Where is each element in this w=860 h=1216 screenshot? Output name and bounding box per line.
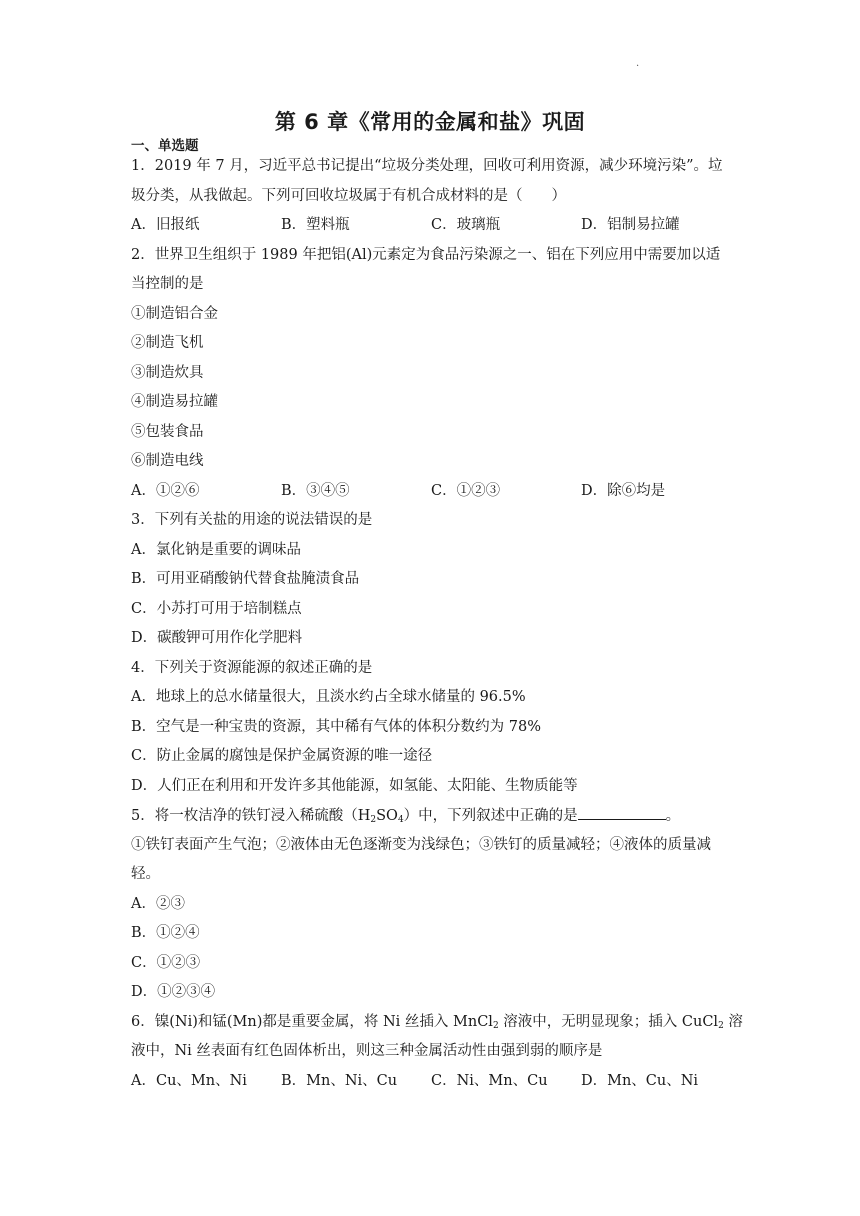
q2-item: ②制造飞机 [131, 335, 204, 351]
q5-answer-blank [578, 801, 666, 820]
q1-options [131, 211, 731, 241]
question-list [131, 152, 743, 1096]
q2-option-c: C．①②③ [431, 482, 501, 499]
q3-option-c: C．小苏打可用于培制糕点 [131, 600, 302, 617]
page-title: 第 6 章《常用的金属和盐》巩固 [274, 110, 586, 134]
q6-stem-b: 溶液中，无明显现象；插入 CuCl [498, 1013, 719, 1030]
q5-subscript-2: 2 [370, 815, 377, 825]
q1-option-b: B．塑料瓶 [281, 217, 350, 233]
q5-desc-line2: 轻。 [131, 866, 160, 882]
q3-option-d: D．碳酸钾可用作化学肥料 [131, 630, 303, 646]
q3-option-a: A．氯化钠是重要的调味品 [131, 541, 301, 558]
q2-item: ④制造易拉罐 [131, 394, 218, 410]
q1-option-d: D．铝制易拉罐 [581, 217, 680, 233]
q2-item: ①制造铝合金 [131, 305, 218, 322]
q5-desc-line1: ①铁钉表面产生气泡；②液体由无色逐渐变为浅绿色；③铁钉的质量减轻；④液体的质量减 [131, 836, 711, 853]
q1-option-c: C．玻璃瓶 [431, 217, 501, 233]
page-dot: . [636, 58, 640, 69]
q2-item: ③制造炊具 [131, 364, 204, 381]
q2-item: ⑥制造电线 [131, 453, 204, 469]
q3-stem: 3．下列有关盐的用途的说法错误的是 [131, 512, 373, 528]
q5-stem-b: SO [376, 808, 398, 824]
q5-option-a: A．②③ [131, 895, 185, 912]
q6-stem-a: 6．镍(Ni)和锰(Mn)都是重要金属，将 Ni 丝插入 MnCl [131, 1013, 493, 1030]
q2-option-d: D．除⑥均是 [581, 482, 666, 499]
section-heading: 一、单选题 [131, 138, 199, 154]
q2-stem-line1: 2．世界卫生组织于 1989 年把铝(Al)元素定为食品污染源之一、铝在下列应用中需要加以适 [131, 246, 721, 263]
q6-option-c: C．Ni、Mn、Cu [431, 1072, 548, 1089]
q5-stem [131, 801, 731, 831]
q1-stem-line2: 圾分类，从我做起。下列可回收垃圾属于有机合成材料的是（ ） [131, 187, 566, 204]
q1-stem-line1: 1．2019 年 7 月，习近平总书记提出“垃圾分类处理，回收可利用资源，减少环境污染”。垃 [131, 158, 723, 174]
q6-stem-line1 [131, 1008, 743, 1038]
q6-subscript: 2 [492, 1020, 499, 1031]
q5-option-c: C．①②③ [131, 954, 201, 971]
q3-option-b: B．可用亚硝酸钠代替食盐腌渍食品 [131, 571, 360, 587]
q5-stem-end: 。 [665, 808, 681, 824]
q6-option-a: A．Cu、Mn、Ni [131, 1072, 247, 1089]
q2-item: ⑤包装食品 [131, 423, 204, 440]
q5-stem-a: 5．将一枚洁净的铁钉浸入稀硫酸（H [131, 808, 371, 824]
q2-options [131, 477, 731, 507]
q1-option-a: A．旧报纸 [131, 217, 200, 233]
q4-option-a: A．地球上的总水储量很大，且淡水约占全球水储量的 96.5% [131, 689, 526, 705]
q6-stem-c: 溶 [723, 1013, 743, 1030]
q5-stem-c: ）中，下列叙述中正确的是 [403, 808, 578, 824]
q6-option-b: B．Mn、Ni、Cu [281, 1072, 398, 1089]
q6-option-d: D．Mn、Cu、Ni [581, 1072, 699, 1089]
q6-options [131, 1067, 731, 1097]
q2-stem-line2: 当控制的是 [131, 276, 204, 292]
q6-stem-line2: 液中，Ni 丝表面有红色固体析出，则这三种金属活动性由强到弱的顺序是 [131, 1043, 603, 1059]
q6-subscript: 2 [718, 1020, 724, 1031]
q4-option-c: C．防止金属的腐蚀是保护金属资源的唯一途径 [131, 748, 433, 764]
q4-stem: 4．下列关于资源能源的叙述正确的是 [131, 659, 373, 676]
q2-option-a: A．①②⑥ [131, 482, 200, 499]
q2-option-b: B．③④⑤ [281, 482, 350, 499]
q4-option-d: D．人们正在利用和开发许多其他能源，如氢能、太阳能、生物质能等 [131, 777, 578, 794]
q4-option-b: B．空气是一种宝贵的资源，其中稀有气体的体积分数约为 78% [131, 718, 541, 735]
q5-option-b: B．①②④ [131, 925, 200, 941]
q5-option-d: D．①②③④ [131, 984, 216, 1000]
q5-subscript-4: 4 [397, 815, 404, 825]
